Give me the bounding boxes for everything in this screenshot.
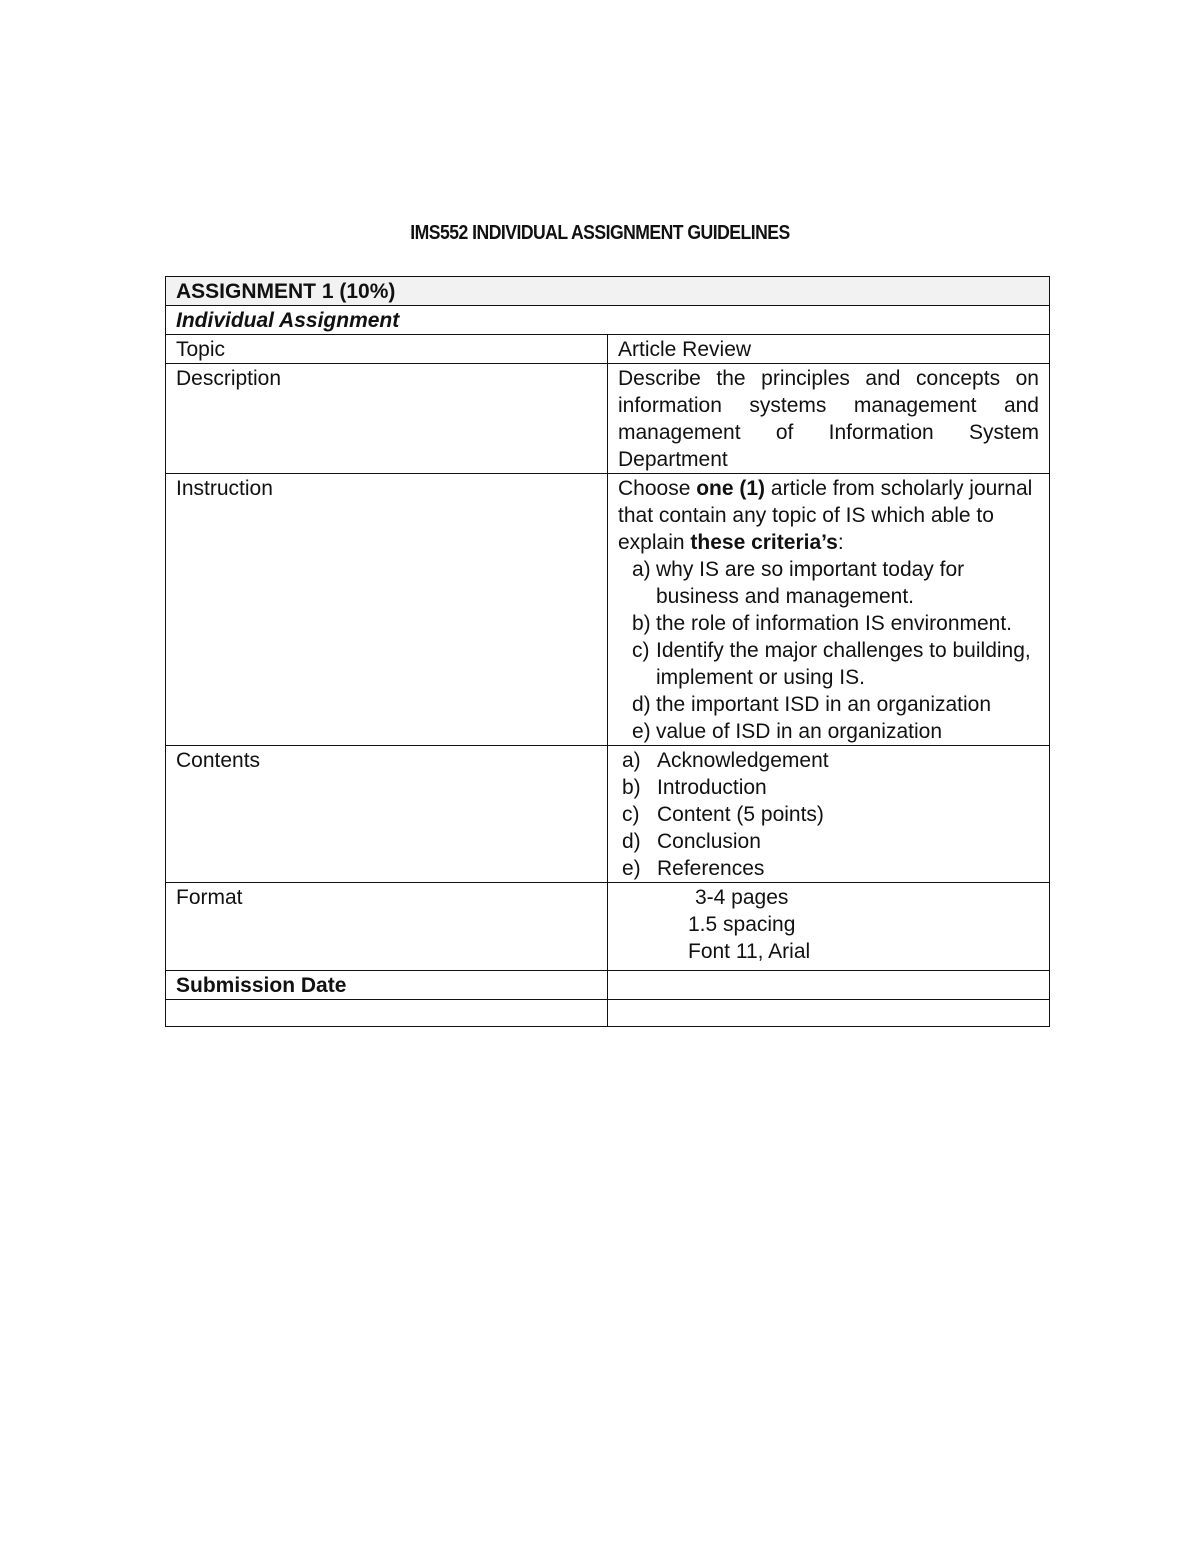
list-item (618, 691, 1039, 718)
assignment-type: Individual Assignment (166, 306, 1050, 335)
list-marker: a) (632, 558, 651, 581)
topic-label: Topic (166, 335, 608, 364)
contents-value (608, 746, 1050, 883)
instruction-intro-text: Choose (618, 477, 697, 500)
list-item-text: why IS are so important today for business and management. (656, 558, 965, 608)
list-marker: c) (622, 803, 640, 826)
instruction-value (608, 474, 1050, 746)
empty-cell (608, 1000, 1050, 1027)
instruction-intro-emphasis: these criteria’s (690, 531, 838, 554)
list-item (618, 774, 1039, 801)
format-value (608, 883, 1050, 971)
description-value: Describe the principles and concepts on information systems management and management of Information System Department (608, 364, 1050, 474)
list-item-text: Content (5 points) (657, 803, 824, 826)
description-row (166, 364, 1050, 474)
list-item-text: Introduction (657, 776, 767, 799)
list-marker: e) (632, 720, 651, 743)
list-item-text: Identify the major challenges to building, implement or using IS. (656, 639, 1031, 689)
list-marker: b) (622, 776, 641, 799)
description-label: Description (166, 364, 608, 474)
assignment-header: ASSIGNMENT 1 (10%) (166, 277, 1050, 306)
table-subheader-row (166, 306, 1050, 335)
list-marker: c) (632, 639, 650, 662)
format-line: Font 11, Arial (688, 940, 811, 963)
list-item-text: References (657, 857, 765, 880)
list-item (618, 637, 1039, 691)
instruction-intro-text: : (837, 531, 844, 554)
list-item (618, 828, 1039, 855)
list-item-text: the role of information IS environment. (656, 612, 1013, 635)
list-item-text: Acknowledgement (657, 749, 829, 772)
submission-label: Submission Date (166, 971, 608, 1000)
list-marker: e) (622, 857, 641, 880)
instruction-label: Instruction (166, 474, 608, 746)
format-line: 1.5 spacing (688, 913, 796, 936)
contents-row (166, 746, 1050, 883)
topic-value: Article Review (608, 335, 1050, 364)
list-item (618, 718, 1039, 745)
criteria-list (618, 556, 1039, 745)
contents-list (618, 747, 1039, 882)
instruction-intro-emphasis: one (1) (696, 477, 766, 500)
empty-row (166, 1000, 1050, 1027)
list-item (618, 556, 1039, 610)
list-item-text: Conclusion (657, 830, 761, 853)
submission-row (166, 971, 1050, 1000)
instruction-intro (618, 475, 1039, 556)
list-item (618, 610, 1039, 637)
list-marker: d) (632, 693, 651, 716)
contents-label: Contents (166, 746, 608, 883)
list-item (618, 801, 1039, 828)
list-marker: d) (622, 830, 641, 853)
empty-cell (166, 1000, 608, 1027)
instruction-row (166, 474, 1050, 746)
list-item (618, 855, 1039, 882)
list-item-text: the important ISD in an organization (656, 693, 992, 716)
list-marker: a) (622, 749, 641, 772)
assignment-table (165, 276, 1050, 1027)
format-label: Format (166, 883, 608, 971)
submission-value (608, 971, 1050, 1000)
page-title: IMS552 INDIVIDUAL ASSIGNMENT GUIDELINES (410, 222, 790, 244)
list-item (618, 747, 1039, 774)
list-marker: b) (632, 612, 651, 635)
format-line: 3-4 pages (695, 886, 789, 909)
table-header-row (166, 277, 1050, 306)
topic-row (166, 335, 1050, 364)
instruction-intro-text: article from scholarly journal that contain any topic of IS which able to explain (618, 477, 1033, 554)
format-row (166, 883, 1050, 971)
list-item-text: value of ISD in an organization (656, 720, 943, 743)
